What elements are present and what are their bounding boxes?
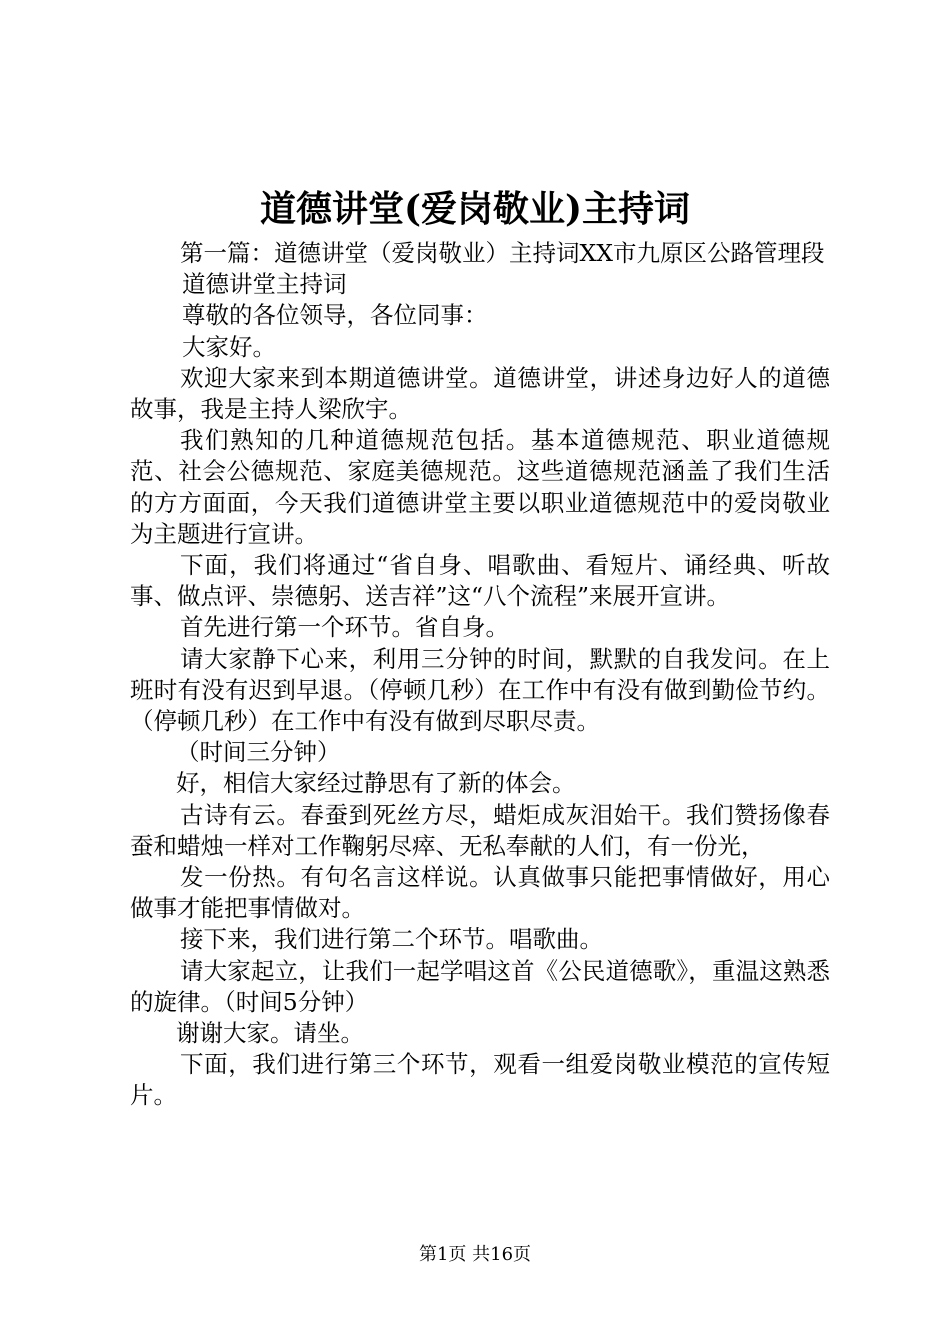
paragraph: 首先进行第一个环节。省自身。 xyxy=(180,613,509,642)
paragraph: 谢谢大家。请坐。 xyxy=(176,1019,364,1048)
document-title: 道德讲堂(爱岗敬业)主持词 xyxy=(259,188,691,230)
paragraph: 尊敬的各位领导，各位同事： xyxy=(182,301,488,330)
paragraph: 大家好。 xyxy=(182,332,276,361)
document-body xyxy=(130,238,830,1112)
paragraph: 请大家静下心来，利用三分钟的时间，默默的自我发问。在上班时有没有迟到早退。（停顿几秒）在工作中有没有做到勤俭节约。（停顿几秒）在工作中有没有做到尽职尽责。 xyxy=(130,644,830,736)
paragraph: 下面，我们将通过“省自身、唱歌曲、看短片、诵经典、听故事、做点评、崇德躬、送吉祥”这“八个流程”来展开宣讲。 xyxy=(130,551,830,611)
paragraph: 欢迎大家来到本期道德讲堂。道德讲堂，讲述身边好人的道德故事，我是主持人梁欣宇。 xyxy=(130,363,830,424)
paragraph: 下面，我们进行第三个环节，观看一组爱岗敬业模范的宣传短片。 xyxy=(130,1050,830,1110)
paragraph: （时间三分钟） xyxy=(176,738,341,767)
paragraph: 第一篇：道德讲堂（爱岗敬业）主持词XX市九原区公路管理段 xyxy=(180,239,825,267)
paragraph: 古诗有云。春蚕到死丝方尽，蜡炬成灰泪始干。我们赞扬像春蚕和蜡烛一样对工作鞠躬尽瘁、无私奉献的人们，有一份光， xyxy=(130,800,830,860)
paragraph: 道德讲堂主持词 xyxy=(182,270,347,299)
paragraph: 接下来，我们进行第二个环节。唱歌曲。 xyxy=(180,925,603,954)
paragraph: 好，相信大家经过静思有了新的体会。 xyxy=(176,769,576,798)
paragraph: 发一份热。有句名言这样说。认真做事只能把事情做好，用心做事才能把事情做对。 xyxy=(130,863,830,923)
paragraph: 请大家起立，让我们一起学唱这首《公民道德歌》，重温这熟悉的旋律。（时间5分钟） xyxy=(130,956,830,1016)
paragraph: 我们熟知的几种道德规范包括。基本道德规范、职业道德规范、社会公德规范、家庭美德规范。这些道德规范涵盖了我们生活的方方面面，今天我们道德讲堂主要以职业道德规范中的爱岗敬业为主题进行宣讲。 xyxy=(130,426,830,548)
page-indicator: 第1页 共16页 xyxy=(418,1244,532,1265)
